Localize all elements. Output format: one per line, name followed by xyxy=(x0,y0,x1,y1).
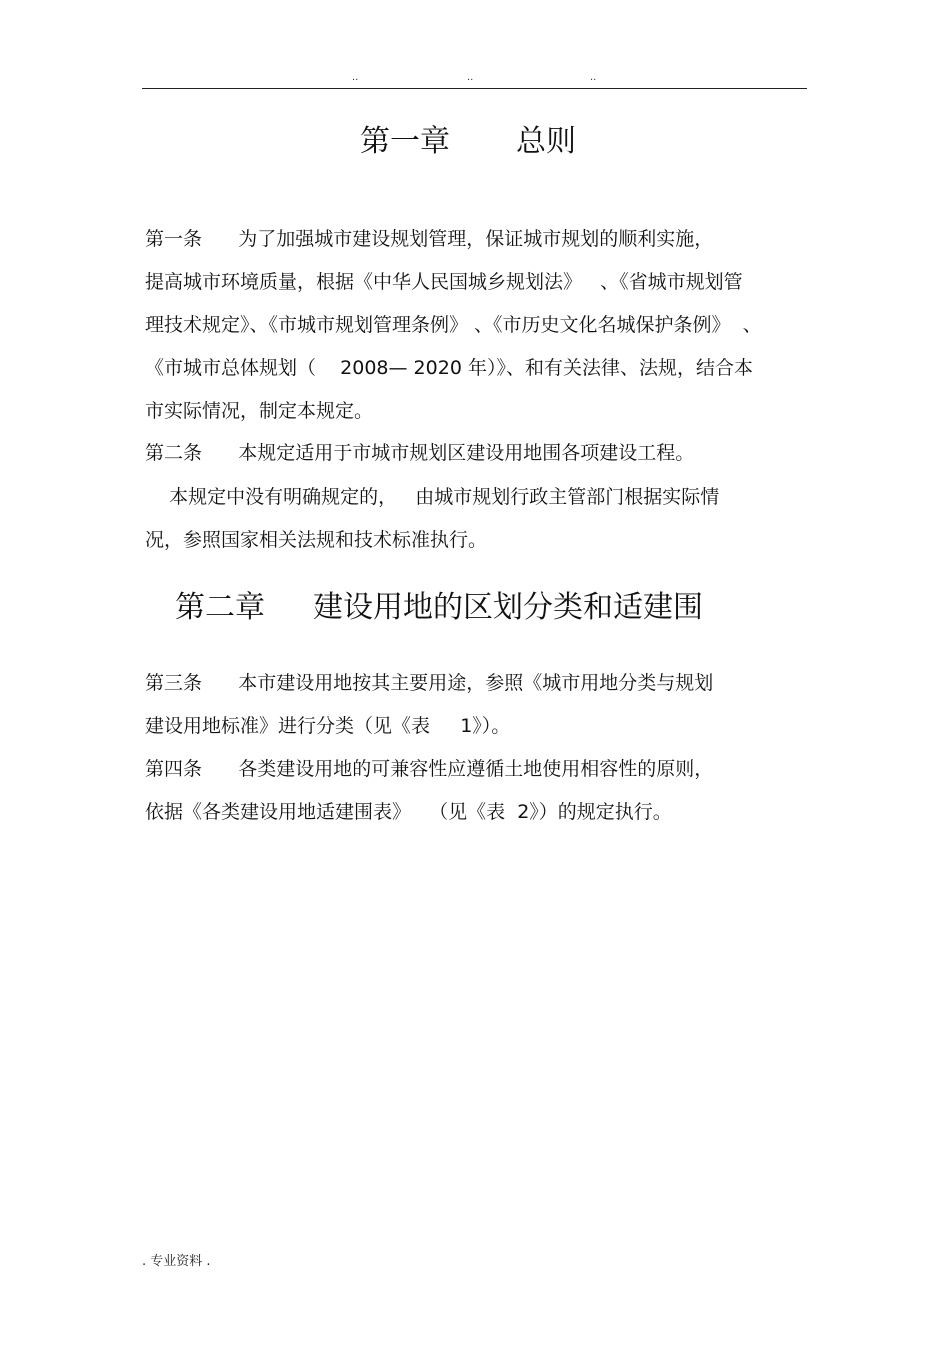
paragraph-line: 第一条 为了加强城市建设规划管理，保证城市规划的顺利实施， xyxy=(145,228,714,250)
header-mark: .. xyxy=(352,72,359,83)
chapter-1-number: 第一章 xyxy=(360,124,450,159)
chapter-2-heading xyxy=(175,588,703,628)
paragraph-line: 第三条 本市建设用地按其主要用途，参照《城市用地分类与规划 xyxy=(145,672,714,694)
paragraph-line: 依据《各类建设用地适建围表》 （见《表 2》）的规定执行。 xyxy=(145,801,672,823)
chapter-1-title: 总则 xyxy=(516,124,576,159)
chapter-2-number: 第二章 xyxy=(175,590,265,625)
header-mark: .. xyxy=(467,72,474,83)
chapter-2-title: 建设用地的区划分类和适建围 xyxy=(313,590,703,625)
header-mark: .. xyxy=(590,72,597,83)
paragraph-line: 建设用地标准》进行分类（见《表 1》）。 xyxy=(145,715,511,737)
page-header-marks xyxy=(0,72,950,86)
paragraph-line: 第四条 各类建设用地的可兼容性应遵循土地使用相容性的原则， xyxy=(145,758,714,780)
paragraph-line: 提高城市环境质量，根据《中华人民国城乡规划法》 、《省城市规划管 xyxy=(145,271,743,293)
paragraph-line: 第二条 本规定适用于市城市规划区建设用地围各项建设工程。 xyxy=(145,442,695,464)
paragraph-line: 《市城市总体规划（ 2008— 2020 年）》、和有关法律、法规，结合本 xyxy=(145,357,753,379)
paragraph-line: 市实际情况，制定本规定。 xyxy=(145,400,374,422)
paragraph-line: 本规定中没有明确规定的， 由城市规划行政主管部门根据实际情 xyxy=(145,486,720,508)
paragraph-line: 况，参照国家相关法规和技术标准执行。 xyxy=(145,529,488,551)
paragraph-line: 理技术规定》、《市城市规划管理条例》 、《市历史文化名城保护条例》 、 xyxy=(145,314,762,336)
page-footer: . 专业资料 . xyxy=(142,1254,211,1269)
header-rule xyxy=(142,88,807,89)
chapter-1-heading xyxy=(360,122,576,162)
